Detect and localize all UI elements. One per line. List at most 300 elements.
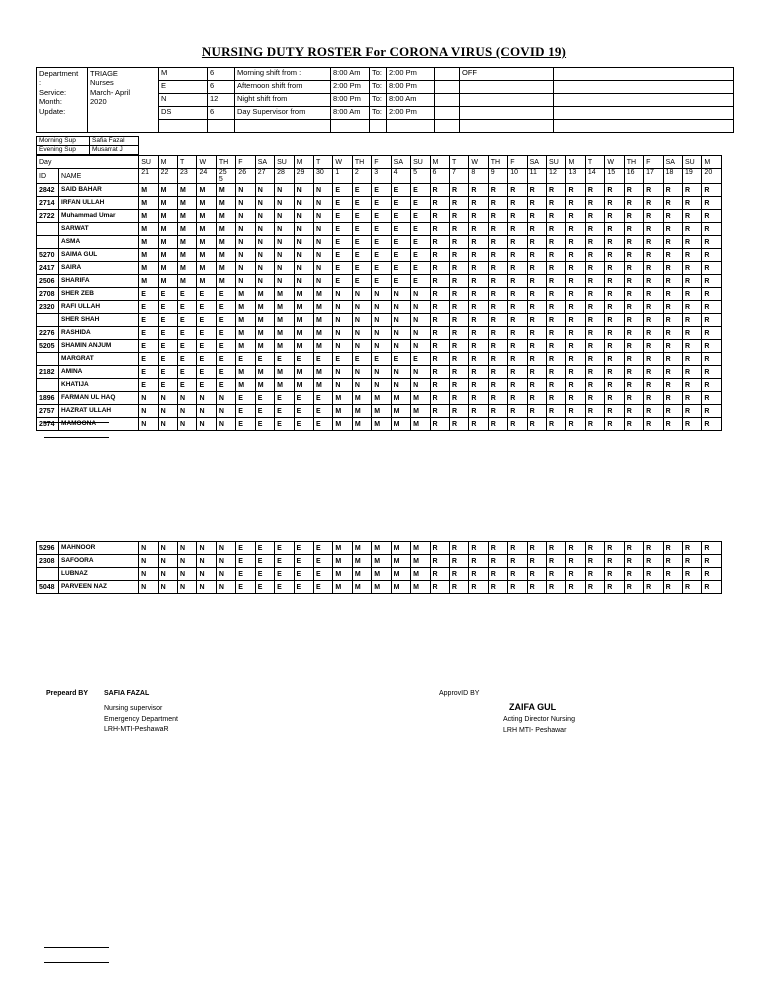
shift-cell: M xyxy=(236,366,255,379)
shift-cell: N xyxy=(372,379,391,392)
staff-id: 2574 xyxy=(37,418,59,431)
shift-cell: M xyxy=(372,581,391,594)
shift-cell: N xyxy=(352,327,371,340)
date-header-cell: 13 xyxy=(566,169,585,184)
blank-cell xyxy=(554,94,734,107)
shift-cell: R xyxy=(566,405,585,418)
shift-cell: N xyxy=(333,314,352,327)
shift-info-table xyxy=(36,67,734,133)
shift-cell: R xyxy=(702,184,722,197)
shift-cell: E xyxy=(275,353,294,366)
shift-cell: N xyxy=(294,236,313,249)
day-header-cell: T xyxy=(449,156,468,169)
shift-cell: E xyxy=(216,366,235,379)
shift-cell: R xyxy=(547,197,566,210)
shift-cell: M xyxy=(333,581,352,594)
shift-code: E xyxy=(159,81,208,94)
shift-cell: R xyxy=(702,405,722,418)
shift-cell: M xyxy=(178,249,197,262)
day-header-cell: W xyxy=(605,156,624,169)
shift-cell: M xyxy=(178,197,197,210)
shift-cell: R xyxy=(663,405,682,418)
shift-cell: N xyxy=(391,340,410,353)
shift-cell: M xyxy=(158,275,177,288)
shift-cell: E xyxy=(178,288,197,301)
shift-cell: N xyxy=(255,262,274,275)
shift-cell: M xyxy=(275,301,294,314)
shift-cell: E xyxy=(391,210,410,223)
shift-cell: M xyxy=(294,301,313,314)
shift-cell: R xyxy=(430,581,449,594)
blank-cell xyxy=(554,120,734,133)
shift-cell: R xyxy=(624,568,643,581)
shift-cell: R xyxy=(624,418,643,431)
shift-cell: N xyxy=(255,197,274,210)
shift-cell: R xyxy=(702,366,722,379)
shift-cell: M xyxy=(139,184,158,197)
shift-cell: E xyxy=(255,542,274,555)
blank-cell xyxy=(435,120,460,133)
shift-cell: R xyxy=(430,210,449,223)
shift-cell: R xyxy=(624,555,643,568)
shift-cell: M xyxy=(255,327,274,340)
shift-cell: R xyxy=(469,301,488,314)
day-header-cell: F xyxy=(236,156,255,169)
day-header-cell: W xyxy=(469,156,488,169)
shift-cell: E xyxy=(216,340,235,353)
shift-cell: R xyxy=(508,581,527,594)
shift-cell: R xyxy=(663,314,682,327)
shift-cell: R xyxy=(644,327,663,340)
shift-cell: R xyxy=(585,418,604,431)
shift-cell: R xyxy=(663,555,682,568)
shift-cell: R xyxy=(663,288,682,301)
shift-cell: M xyxy=(275,314,294,327)
day-header-cell: M xyxy=(702,156,722,169)
shift-cell: R xyxy=(702,379,722,392)
shift-cell: R xyxy=(488,236,507,249)
shift-cell: R xyxy=(469,366,488,379)
shift-cell: M xyxy=(275,379,294,392)
prepared-line: LRH-MTI-PeshawaR xyxy=(104,726,169,733)
shift-cell: R xyxy=(547,275,566,288)
shift-cell: R xyxy=(585,327,604,340)
shift-cell: N xyxy=(216,568,235,581)
staff-name: FARMAN UL HAQ xyxy=(59,392,139,405)
shift-cell: E xyxy=(275,568,294,581)
colon-label: : xyxy=(39,78,42,88)
shift-cell: M xyxy=(216,210,235,223)
shift-cell: E xyxy=(313,353,332,366)
shift-cell: E xyxy=(236,555,255,568)
shift-cell: R xyxy=(430,379,449,392)
shift-from: 8:00 Pm xyxy=(331,94,370,107)
staff-id: 2757 xyxy=(37,405,59,418)
shift-cell: E xyxy=(197,327,216,340)
date-header-cell: 16 xyxy=(624,169,643,184)
shift-cell: R xyxy=(430,275,449,288)
shift-cell: N xyxy=(236,249,255,262)
shift-cell: E xyxy=(313,555,332,568)
month-value: March- April xyxy=(90,87,131,97)
shift-cell: R xyxy=(527,275,546,288)
shift-cell: R xyxy=(605,262,624,275)
shift-cell: E xyxy=(372,275,391,288)
shift-cell: E xyxy=(275,581,294,594)
shift-cell: R xyxy=(469,288,488,301)
shift-cell: N xyxy=(275,184,294,197)
shift-cell: R xyxy=(527,555,546,568)
day-header-cell: SA xyxy=(255,156,274,169)
shift-cell: M xyxy=(391,568,410,581)
shift-cell: R xyxy=(624,353,643,366)
shift-cell: R xyxy=(585,236,604,249)
roster-row xyxy=(37,262,722,275)
date-header-cell: 17 xyxy=(644,169,663,184)
staff-id: 5048 xyxy=(37,581,59,594)
shift-cell: E xyxy=(158,327,177,340)
shift-cell: N xyxy=(236,223,255,236)
blank-cell xyxy=(331,120,370,133)
shift-cell: E xyxy=(372,249,391,262)
shift-cell: N xyxy=(236,262,255,275)
shift-cell: R xyxy=(430,249,449,262)
shift-cell: M xyxy=(391,542,410,555)
shift-cell: E xyxy=(352,236,371,249)
shift-cell: R xyxy=(702,210,722,223)
shift-cell: R xyxy=(644,555,663,568)
shift-cell: E xyxy=(275,392,294,405)
staff-name: Muhammad Umar xyxy=(59,210,139,223)
blank-cell xyxy=(208,120,235,133)
shift-cell: R xyxy=(702,301,722,314)
staff-name: MAMOONA xyxy=(59,418,139,431)
shift-cell: M xyxy=(313,301,332,314)
shift-cell: R xyxy=(566,223,585,236)
shift-cell: R xyxy=(683,366,702,379)
shift-cell: R xyxy=(702,555,722,568)
shift-cell: R xyxy=(624,197,643,210)
shift-cell: R xyxy=(469,327,488,340)
shift-cell: R xyxy=(663,262,682,275)
shift-cell: E xyxy=(236,405,255,418)
department-value: TRIAGE xyxy=(90,69,118,78)
shift-cell: R xyxy=(585,555,604,568)
shift-cell: M xyxy=(411,581,430,594)
shift-cell: E xyxy=(275,418,294,431)
date-header-cell: 24 xyxy=(197,169,216,184)
shift-cell: M xyxy=(313,327,332,340)
shift-cell: R xyxy=(624,288,643,301)
evening-sup-label: Evening Sup xyxy=(37,146,90,155)
shift-cell: N xyxy=(391,327,410,340)
date-header-cell: 27 xyxy=(255,169,274,184)
info-labels xyxy=(37,68,88,133)
roster-row xyxy=(37,314,722,327)
shift-cell: R xyxy=(702,568,722,581)
shift-cell: R xyxy=(605,288,624,301)
shift-cell: R xyxy=(469,418,488,431)
shift-cell: E xyxy=(352,353,371,366)
shift-count: 6 xyxy=(208,81,235,94)
blank-cell xyxy=(435,81,460,94)
shift-cell: E xyxy=(255,555,274,568)
shift-cell: R xyxy=(508,249,527,262)
roster-row xyxy=(37,353,722,366)
shift-cell: R xyxy=(585,301,604,314)
shift-cell: R xyxy=(624,236,643,249)
shift-cell: N xyxy=(352,366,371,379)
shift-cell: N xyxy=(391,301,410,314)
roster-row xyxy=(37,249,722,262)
shift-cell: E xyxy=(178,340,197,353)
shift-code: M xyxy=(159,68,208,81)
shift-cell: N xyxy=(372,340,391,353)
roster-row xyxy=(37,288,722,301)
roster-row xyxy=(37,275,722,288)
shift-cell: N xyxy=(275,262,294,275)
shift-cell: R xyxy=(527,581,546,594)
shift-cell: R xyxy=(605,555,624,568)
staff-id xyxy=(37,379,59,392)
shift-cell: N xyxy=(178,542,197,555)
blank-cell xyxy=(387,120,435,133)
service-label: Service: xyxy=(39,87,67,97)
shift-cell: E xyxy=(294,405,313,418)
day-header-cell: M xyxy=(158,156,177,169)
shift-cell: R xyxy=(449,418,468,431)
approved-by-block xyxy=(503,715,575,736)
shift-cell: N xyxy=(255,275,274,288)
shift-cell: E xyxy=(411,353,430,366)
shift-cell: N xyxy=(255,249,274,262)
shift-cell: E xyxy=(294,392,313,405)
shift-cell: R xyxy=(488,223,507,236)
shift-cell: R xyxy=(488,418,507,431)
shift-cell: M xyxy=(333,555,352,568)
shift-cell: N xyxy=(294,262,313,275)
shift-cell: M xyxy=(197,262,216,275)
shift-cell: M xyxy=(411,568,430,581)
day-header-cell: F xyxy=(372,156,391,169)
shift-cell: R xyxy=(508,555,527,568)
shift-cell: E xyxy=(391,197,410,210)
shift-cell: R xyxy=(449,314,468,327)
shift-cell: E xyxy=(275,405,294,418)
shift-cell: R xyxy=(469,581,488,594)
shift-cell: N xyxy=(255,223,274,236)
shift-cell: N xyxy=(352,340,371,353)
shift-cell: N xyxy=(139,542,158,555)
shift-cell: M xyxy=(139,275,158,288)
staff-id: 2308 xyxy=(37,555,59,568)
shift-cell: R xyxy=(430,418,449,431)
shift-cell: N xyxy=(158,542,177,555)
shift-cell: E xyxy=(352,223,371,236)
shift-cell: N xyxy=(275,197,294,210)
staff-name: SHER SHAH xyxy=(59,314,139,327)
shift-cell: R xyxy=(449,392,468,405)
shift-cell: R xyxy=(585,249,604,262)
shift-cell: E xyxy=(352,275,371,288)
shift-cell: E xyxy=(391,184,410,197)
shift-cell: R xyxy=(585,262,604,275)
shift-cell: R xyxy=(430,314,449,327)
shift-cell: R xyxy=(605,236,624,249)
shift-cell: E xyxy=(178,379,197,392)
shift-cell: R xyxy=(702,275,722,288)
day-header-cell: SA xyxy=(527,156,546,169)
shift-cell: R xyxy=(566,353,585,366)
staff-name: SHAMIN ANJUM xyxy=(59,340,139,353)
shift-cell: R xyxy=(663,340,682,353)
shift-cell: R xyxy=(527,418,546,431)
shift-cell: R xyxy=(683,327,702,340)
shift-cell: R xyxy=(683,262,702,275)
shift-cell: N xyxy=(294,197,313,210)
shift-cell: R xyxy=(644,301,663,314)
shift-cell: R xyxy=(508,301,527,314)
roster-row xyxy=(37,555,722,568)
shift-cell: M xyxy=(236,327,255,340)
shift-cell: M xyxy=(178,236,197,249)
shift-cell: R xyxy=(702,353,722,366)
shift-cell: R xyxy=(566,236,585,249)
shift-cell: R xyxy=(702,236,722,249)
shift-cell: N xyxy=(158,418,177,431)
day-header-cell: F xyxy=(508,156,527,169)
roster-table-continued xyxy=(36,541,722,594)
shift-cell: E xyxy=(313,542,332,555)
roster-row xyxy=(37,418,722,431)
shift-cell: E xyxy=(411,262,430,275)
shift-cell: R xyxy=(469,314,488,327)
shift-cell: E xyxy=(391,236,410,249)
shift-cell: R xyxy=(547,236,566,249)
shift-cell: R xyxy=(585,379,604,392)
shift-cell: R xyxy=(585,405,604,418)
roster-row xyxy=(37,379,722,392)
shift-cell: R xyxy=(527,262,546,275)
blank-cell xyxy=(235,120,331,133)
shift-cell: R xyxy=(566,568,585,581)
shift-cell: R xyxy=(449,340,468,353)
shift-cell: R xyxy=(605,314,624,327)
shift-cell: E xyxy=(411,236,430,249)
shift-cell: R xyxy=(449,301,468,314)
day-header-cell: F xyxy=(644,156,663,169)
shift-cell: M xyxy=(372,405,391,418)
shift-cell: N xyxy=(216,542,235,555)
shift-cell: R xyxy=(566,340,585,353)
month-label: Month: xyxy=(39,97,62,107)
shift-cell: R xyxy=(624,340,643,353)
shift-cell: R xyxy=(624,581,643,594)
shift-cell: M xyxy=(391,405,410,418)
shift-cell: R xyxy=(508,236,527,249)
shift-cell: N xyxy=(333,340,352,353)
shift-cell: R xyxy=(644,353,663,366)
shift-cell: R xyxy=(508,262,527,275)
staff-name: SAFOORA xyxy=(59,555,139,568)
shift-cell: N xyxy=(313,249,332,262)
date-header-cell: 26 xyxy=(236,169,255,184)
shift-cell: R xyxy=(488,301,507,314)
shift-cell: N xyxy=(216,555,235,568)
shift-cell: R xyxy=(527,340,546,353)
approved-by-label: ApprovID BY xyxy=(439,690,480,697)
shift-cell: E xyxy=(139,327,158,340)
blank-cell xyxy=(554,68,734,81)
blank-cell xyxy=(370,120,387,133)
shift-cell: N xyxy=(236,210,255,223)
staff-name: RAFI ULLAH xyxy=(59,301,139,314)
roster-row xyxy=(37,223,722,236)
shift-cell: N xyxy=(197,568,216,581)
blank-cell xyxy=(460,94,554,107)
shift-cell: M xyxy=(255,366,274,379)
shift-cell: R xyxy=(683,405,702,418)
shift-cell: R xyxy=(644,184,663,197)
shift-cell: R xyxy=(449,379,468,392)
shift-cell: R xyxy=(663,197,682,210)
shift-cell: R xyxy=(527,314,546,327)
shift-cell: E xyxy=(197,366,216,379)
staff-id: 1896 xyxy=(37,392,59,405)
shift-cell: R xyxy=(508,568,527,581)
shift-cell: N xyxy=(411,340,430,353)
shift-cell: R xyxy=(683,236,702,249)
blank-cell xyxy=(159,120,208,133)
date-header-cell: 4 xyxy=(391,169,410,184)
day-header-cell: SA xyxy=(391,156,410,169)
shift-cell: M xyxy=(255,301,274,314)
supervisor-table xyxy=(36,136,139,155)
shift-cell: R xyxy=(566,542,585,555)
shift-cell: R xyxy=(585,581,604,594)
shift-cell: R xyxy=(624,262,643,275)
shift-cell: R xyxy=(683,184,702,197)
shift-cell: R xyxy=(430,392,449,405)
shift-cell: R xyxy=(566,314,585,327)
shift-cell: R xyxy=(527,236,546,249)
shift-cell: R xyxy=(644,418,663,431)
shift-cell: R xyxy=(663,184,682,197)
shift-cell: E xyxy=(391,223,410,236)
shift-cell: E xyxy=(333,197,352,210)
shift-cell: N xyxy=(313,275,332,288)
shift-cell: N xyxy=(216,418,235,431)
shift-cell: R xyxy=(663,353,682,366)
shift-cell: E xyxy=(158,379,177,392)
shift-cell: R xyxy=(566,262,585,275)
shift-cell: R xyxy=(430,223,449,236)
shift-cell: R xyxy=(644,262,663,275)
shift-cell: R xyxy=(547,249,566,262)
shift-cell: N xyxy=(158,392,177,405)
shift-cell: R xyxy=(449,210,468,223)
date-header-cell: 15 xyxy=(605,169,624,184)
shift-cell: R xyxy=(488,249,507,262)
shift-cell: E xyxy=(352,184,371,197)
day-header-cell: SA xyxy=(663,156,682,169)
staff-id: 2506 xyxy=(37,275,59,288)
shift-cell: M xyxy=(333,405,352,418)
shift-cell: E xyxy=(197,288,216,301)
staff-name: HAZRAT ULLAH xyxy=(59,405,139,418)
evening-sup-name: Musarrat J xyxy=(90,146,139,155)
shift-cell: E xyxy=(333,275,352,288)
